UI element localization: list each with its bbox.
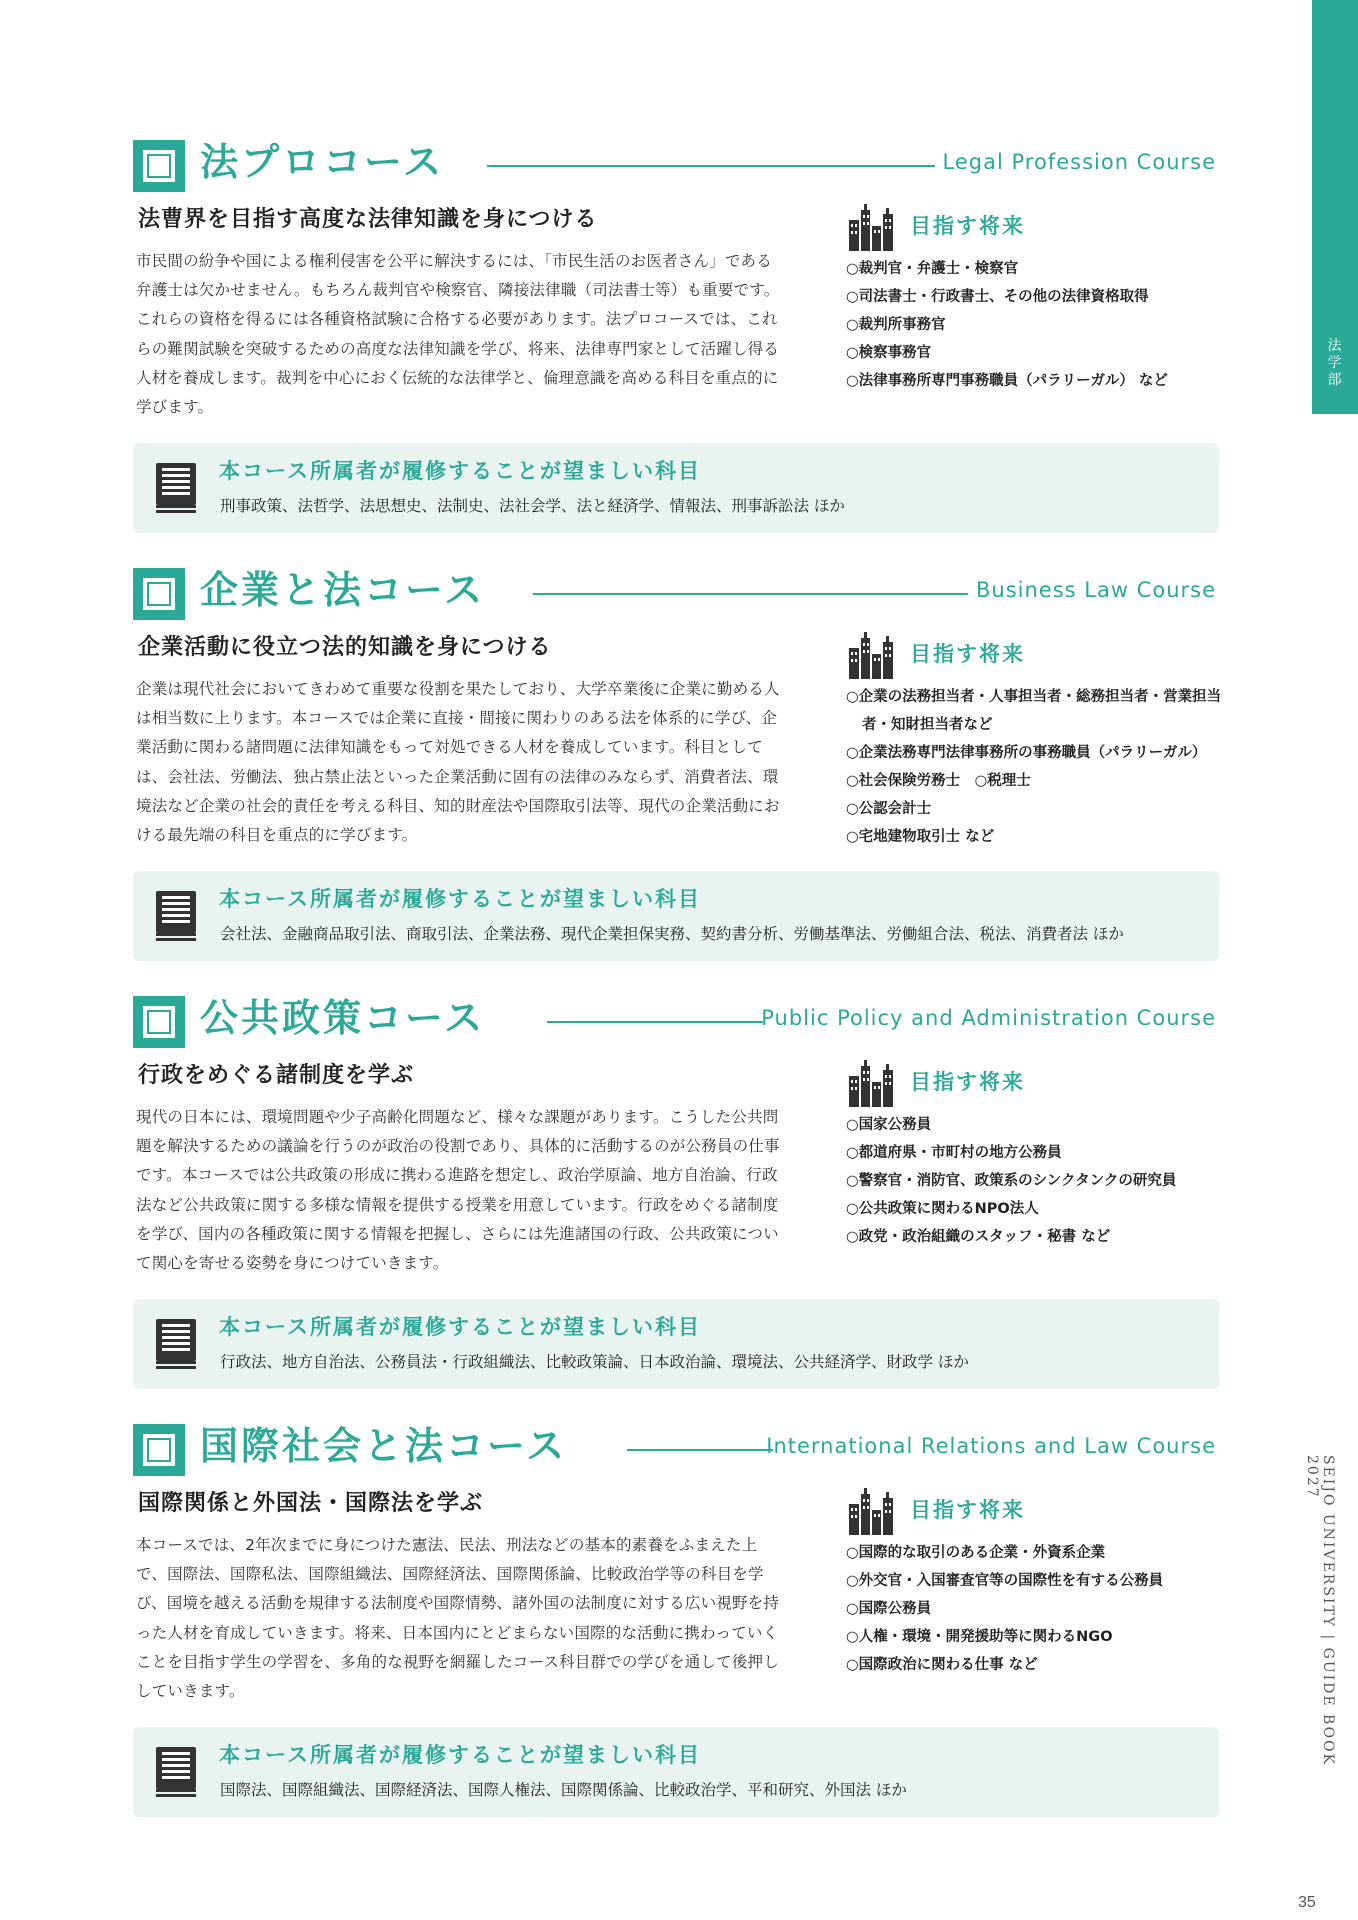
course-subtitle: 企業活動に役立つ法的知識を身につける	[138, 635, 552, 660]
recommended-subjects-heading: 本コース所属者が履修することが望ましい科目	[219, 1743, 701, 1767]
career-item: ○外交官・入国審査官等の国際性を有する公務員	[846, 1573, 1164, 1589]
career-heading: 目指す将来	[910, 1498, 1025, 1522]
career-item: ○宅地建物取引士 など	[846, 829, 995, 845]
career-item: ○国家公務員	[846, 1117, 932, 1133]
career-item: ○企業の法務担当者・人事担当者・総務担当者・営業担当者・知財担当者など	[846, 689, 1222, 733]
recommended-subjects-box	[133, 1299, 1219, 1389]
book-icon	[155, 462, 197, 514]
career-item: ○司法書士・行政書士、その他の法律資格取得	[846, 289, 1149, 305]
career-item: ○国際公務員	[846, 1601, 932, 1617]
square-frame-icon	[133, 1424, 185, 1476]
square-frame-icon	[133, 996, 185, 1048]
city-buildings-icon	[848, 202, 894, 252]
recommended-subjects-heading: 本コース所属者が履修することが望ましい科目	[219, 459, 701, 483]
course-description: 本コースでは、2年次までに身につけた憲法、民法、刑法などの基本的素養をふまえた上で、国際法、国際私法、国際組織法、国際経済法、国際関係論、比較政治学等の科目を学び、国境を越える活動を規律する法制度や国際情勢、諸外国の法制度に対する広い視野を持った人材を育成していきます。将来、日本国内にとどまらない国際的な活動に携わっていくことを目指す学生の学習を、多角的な視野を網羅したコース科目群での学びを通して後押ししていきます。	[136, 1536, 780, 1701]
career-item: ○公共政策に関わるNPO法人	[846, 1201, 1039, 1217]
career-item: ○警察官・消防官、政策系のシンクタンクの研究員	[846, 1173, 1177, 1189]
career-item: ○都道府県・市町村の地方公務員	[846, 1145, 1062, 1161]
course-title: 企業と法コース	[200, 568, 486, 612]
course-description: 市民間の紛争や国による権利侵害を公平に解決するには、「市民生活のお医者さん」である弁護士は欠かせません。もちろん裁判官や検察官、隣接法律職（司法書士等）も重要です。これらの資格を得るには各種資格試験に合格する必要があります。法プロコースでは、これらの難関試験を突破するための高度な法律知識を学び、将来、法律専門家として活躍し得る人材を養成します。裁判を中心におく伝統的な法律学と、倫理意識を高める科目を重点的に学びます。	[136, 252, 780, 417]
title-rule	[627, 1449, 773, 1451]
career-item: ○法律事務所専門事務職員（パラリーガル） など	[846, 373, 1168, 389]
course-section-legal-profession	[0, 140, 1358, 550]
book-icon	[155, 1746, 197, 1798]
course-subtitle: 国際関係と外国法・国際法を学ぶ	[138, 1491, 484, 1516]
city-buildings-icon	[848, 1058, 894, 1108]
course-description: 現代の日本には、環境問題や少子高齢化問題など、様々な課題があります。こうした公共問題を解決するための議論を行うのが政治の役割であり、具体的に活動するのが公務員の仕事です。本コースでは公共政策の形成に携わる進路を想定し、政治学原論、地方自治論、行政法など公共政策に関する多様な情報を提供する授業を用意しています。行政をめぐる諸制度を学び、国内の各種政策に関する情報を把握し、さらには先進諸国の行政、公共政策について関心を寄せる姿勢を身につけていきます。	[136, 1108, 780, 1273]
recommended-subjects-box	[133, 1727, 1219, 1817]
career-item: ○検察事務官	[846, 345, 932, 361]
recommended-subjects-list: 国際法、国際組織法、国際経済法、国際人権法、国際関係論、比較政治学、平和研究、外国法 ほか	[220, 1781, 907, 1799]
career-heading: 目指す将来	[910, 642, 1025, 666]
course-title: 法プロコース	[200, 140, 445, 184]
course-title-en: Business Law Course	[975, 578, 1216, 602]
career-list	[846, 1539, 1286, 1679]
career-item: ○社会保険労務士 ○税理士	[846, 773, 1031, 789]
recommended-subjects-list: 行政法、地方自治法、公務員法・行政組織法、比較政策論、日本政治論、環境法、公共経済学、財政学 ほか	[220, 1353, 969, 1371]
career-item: ○政党・政治組織のスタッフ・秘書 など	[846, 1229, 1111, 1245]
recommended-subjects-list: 会社法、金融商品取引法、商取引法、企業法務、現代企業担保実務、契約書分析、労働基準法、労働組合法、税法、消費者法 ほか	[220, 925, 1124, 943]
recommended-subjects-list: 刑事政策、法哲学、法思想史、法制史、法社会学、法と経済学、情報法、刑事訴訟法 ほか	[220, 497, 845, 515]
career-list	[846, 255, 1286, 395]
guidebook-vertical-title: SEIJO UNIVERSITY | GUIDE BOOK 2027	[1304, 1455, 1336, 1767]
page-number: 35	[1298, 1894, 1316, 1911]
career-heading: 目指す将来	[910, 1070, 1025, 1094]
career-item: ○人権・環境・開発援助等に関わるNGO	[846, 1629, 1113, 1645]
course-title: 国際社会と法コース	[200, 1424, 568, 1468]
career-item: ○企業法務専門法律事務所の事務職員（パラリーガル）	[846, 745, 1207, 761]
recommended-subjects-heading: 本コース所属者が履修することが望ましい科目	[219, 1315, 701, 1339]
course-title-en: Legal Profession Course	[942, 150, 1216, 174]
career-list	[846, 1111, 1286, 1251]
book-icon	[155, 890, 197, 942]
career-item: ○公認会計士	[846, 801, 932, 817]
career-list	[846, 683, 1226, 851]
title-rule	[533, 593, 968, 595]
book-icon	[155, 1318, 197, 1370]
career-item: ○国際政治に関わる仕事 など	[846, 1657, 1038, 1673]
course-title: 公共政策コース	[200, 996, 486, 1040]
course-description: 企業は現代社会においてきわめて重要な役割を果たしており、大学卒業後に企業に勤める人は相当数に上ります。本コースでは企業に直接・間接に関わりのある法を体系的に学び、企業活動に関わる諸問題に法律知識をもって対処できる人材を養成しています。科目としては、会社法、労働法、独占禁止法といった企業活動に固有の法律のみならず、消費者法、環境法など企業の社会的責任を考える科目、知的財産法や国際取引法等、現代の企業活動における最先端の科目を重点的に学びます。	[136, 680, 780, 845]
recommended-subjects-heading: 本コース所属者が履修することが望ましい科目	[219, 887, 701, 911]
recommended-subjects-box	[133, 443, 1219, 533]
square-frame-icon	[133, 568, 185, 620]
city-buildings-icon	[848, 1486, 894, 1536]
course-section-international-relations	[0, 1424, 1358, 1834]
faculty-tab-text: 法 学 部	[1327, 338, 1343, 388]
course-subtitle: 行政をめぐる諸制度を学ぶ	[138, 1063, 415, 1088]
career-item: ○裁判官・弁護士・検察官	[846, 261, 1019, 277]
career-heading: 目指す将来	[910, 214, 1025, 238]
course-section-public-policy	[0, 996, 1358, 1406]
recommended-subjects-box	[133, 871, 1219, 961]
title-rule	[487, 165, 935, 167]
course-title-en: Public Policy and Administration Course	[761, 1006, 1216, 1030]
career-item: ○国際的な取引のある企業・外資系企業	[846, 1545, 1106, 1561]
city-buildings-icon	[848, 630, 894, 680]
course-title-en: International Relations and Law Course	[766, 1434, 1216, 1458]
square-frame-icon	[133, 140, 185, 192]
title-rule	[547, 1021, 763, 1023]
course-subtitle: 法曹界を目指す高度な法律知識を身につける	[138, 207, 598, 232]
course-section-business-law	[0, 568, 1358, 978]
career-item: ○裁判所事務官	[846, 317, 946, 333]
